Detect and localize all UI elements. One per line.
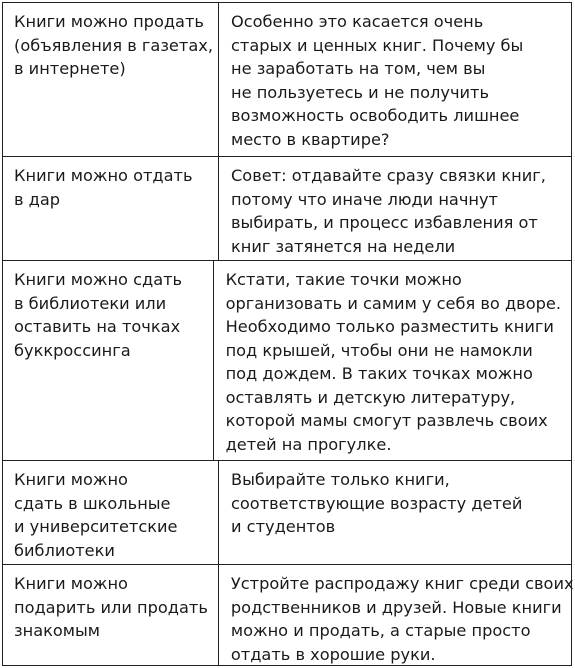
cell-text-line: потому что иначе люди начнут xyxy=(231,189,498,209)
cell-text-line: не пользуетесь и не получить xyxy=(231,82,490,102)
method-cell xyxy=(3,261,214,460)
table-row xyxy=(3,156,571,260)
method-cell xyxy=(3,461,219,564)
cell-text-line: старых и ценных книг. Почему бы xyxy=(231,35,524,55)
books-table xyxy=(2,2,572,666)
cell-text-line: в дар xyxy=(14,189,61,209)
cell-text-line: оставлять и детскую литературу, xyxy=(225,387,516,407)
cell-text-line: оставить на точках xyxy=(14,317,181,336)
cell-text-line: (объявления в газетах, xyxy=(14,35,213,55)
cell-text-line: Книги можно сдать xyxy=(14,270,183,289)
tip-cell xyxy=(219,565,575,665)
table-row xyxy=(3,3,571,156)
cell-text-line: выбирать, и процесс избавления от xyxy=(231,213,538,232)
cell-text-line: не заработать на том, чем вы xyxy=(231,59,486,78)
cell-text-line: под дождем. В таких точках можно xyxy=(225,364,533,383)
cell-text-line: в интернете) xyxy=(14,59,126,78)
cell-text-line: в библиотеки или xyxy=(14,293,167,313)
cell-text-line: Особенно это касается очень xyxy=(231,12,484,31)
cell-text-line: Совет: отдавайте сразу связки книг, xyxy=(231,166,546,185)
cell-text-line: организовать и самим у себя во дворе. xyxy=(225,293,561,313)
cell-text-line: детей на прогулке. xyxy=(225,434,392,454)
cell-text-line: место в квартире? xyxy=(231,129,390,149)
cell-text-line: Выбирайте только книги, xyxy=(231,470,450,489)
table-row xyxy=(3,260,571,460)
cell-text-line: Книги можно отдать xyxy=(14,166,193,185)
cell-text-line: которой мамы смогут развлечь своих xyxy=(225,411,548,430)
table-row xyxy=(3,564,574,665)
cell-text-line: отдать в хорошие руки. xyxy=(230,644,436,664)
tip-cell xyxy=(214,261,571,460)
cell-text-line: соответствующие возрасту детей xyxy=(231,493,523,513)
cell-text-line: сдать в школьные xyxy=(14,493,171,513)
cell-text-line: родственников и друзей. Новые книги xyxy=(230,597,562,617)
cell-text-line: Книги можно xyxy=(14,574,128,593)
cell-text-line: и студентов xyxy=(231,517,336,536)
cell-text-line: Кстати, такие точки можно xyxy=(225,270,462,289)
cell-text-line: буккроссинга xyxy=(14,340,131,360)
cell-text-line: Устройте распродажу книг среди своих xyxy=(230,574,574,593)
tip-cell xyxy=(219,3,571,156)
tip-cell xyxy=(219,157,571,260)
cell-text-line: книг затянется на недели xyxy=(231,236,456,256)
table-row xyxy=(3,460,571,564)
cell-text-line: под крышей, чтобы они не намокли xyxy=(225,340,533,360)
cell-text-line: библиотеки xyxy=(14,540,115,560)
cell-text-line: знакомым xyxy=(14,621,100,640)
cell-text-line: подарить или продать xyxy=(14,597,208,617)
cell-text-line: Необходимо только разместить книги xyxy=(225,317,554,336)
method-cell xyxy=(3,565,219,665)
cell-text-line: возможность освободить лишнее xyxy=(231,106,520,125)
tip-cell xyxy=(219,461,571,564)
cell-text-line: Книги можно продать xyxy=(14,12,204,31)
method-cell xyxy=(3,157,219,260)
cell-text-line: можно и продать, а старые просто xyxy=(230,621,531,640)
method-cell xyxy=(3,3,219,156)
cell-text-line: и университетские xyxy=(14,517,178,536)
cell-text-line: Книги можно xyxy=(14,470,128,489)
